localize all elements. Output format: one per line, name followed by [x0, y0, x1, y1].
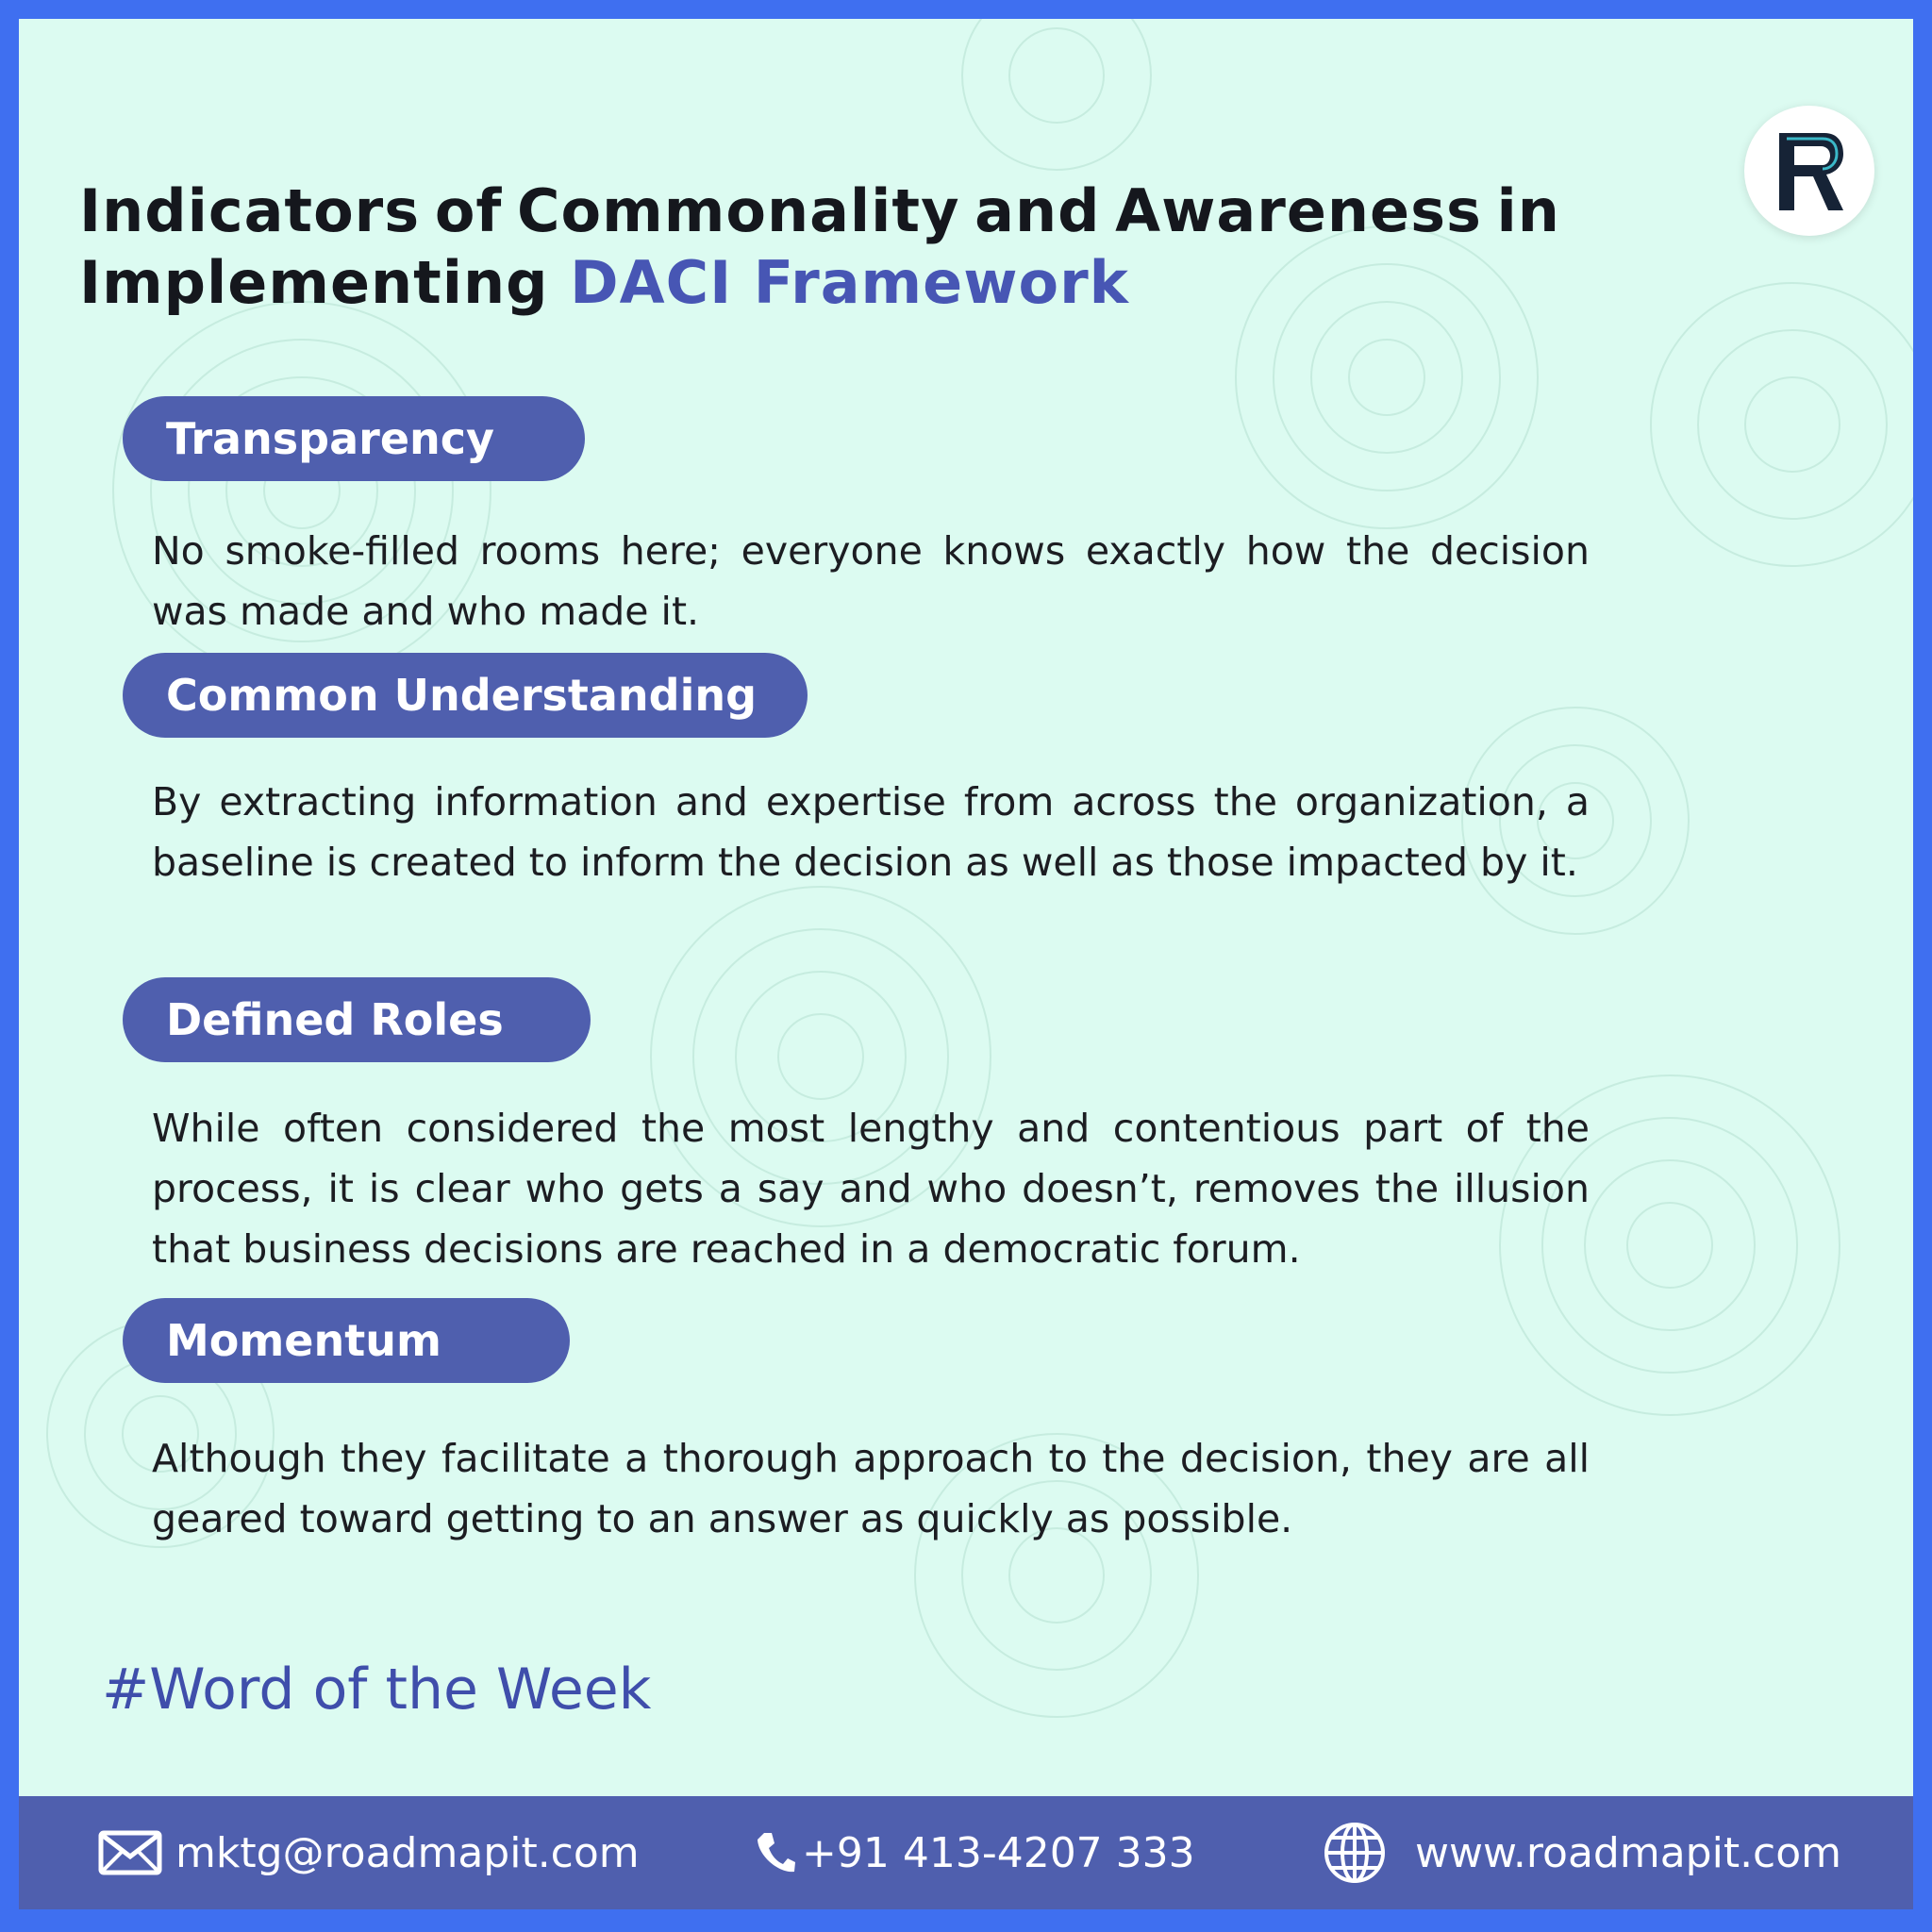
section-text-common-understanding: By extracting information and expertise from across the organization, a baseline is created to inform the decision as well as those impacted by it. — [152, 779, 1590, 885]
section-label-common-understanding: Common Understanding — [123, 653, 808, 738]
email-text: mktg@roadmapit.com — [175, 1828, 640, 1877]
section-text-transparency: No smoke-filled rooms here; everyone knows exactly how the decision was made and who made it. — [152, 528, 1590, 634]
footer-phone[interactable] — [755, 1796, 1195, 1909]
globe-icon — [1323, 1821, 1387, 1885]
section-text-momentum: Although they facilitate a thorough approach to the decision, they are all geared toward getting to an answer as quickly as possible. — [152, 1436, 1590, 1541]
title-word: Commonality — [517, 176, 960, 245]
section-text-defined-roles: While often considered the most lengthy and contentious part of the process, it is clear who gets a say and who doesn’t, removes the illusion that business decisions are reached in a democratic forum. — [152, 1106, 1590, 1272]
title-word: and — [974, 176, 1101, 245]
title-word: of — [434, 176, 503, 245]
title-accent: DACI Framework — [570, 248, 1129, 317]
post-card — [19, 19, 1913, 1796]
phone-text: +91 413-4207 333 — [802, 1828, 1195, 1877]
section-label-defined-roles: Defined Roles — [123, 977, 591, 1062]
website-text: www.roadmapit.com — [1415, 1828, 1842, 1877]
section-label-transparency: Transparency — [123, 396, 585, 481]
footer-email[interactable] — [98, 1796, 640, 1909]
title-line-2 — [79, 247, 1560, 319]
roadmapit-r-logo-icon — [1770, 125, 1849, 216]
envelope-icon — [98, 1830, 162, 1875]
title-word: Awareness — [1115, 176, 1482, 245]
title-line-1 — [79, 175, 1560, 247]
title-word: Indicators — [79, 176, 421, 245]
footer-website[interactable] — [1323, 1796, 1841, 1909]
company-logo — [1744, 106, 1874, 236]
section-label-momentum: Momentum — [123, 1298, 570, 1383]
title-plain: Implementing — [79, 248, 549, 317]
contact-footer — [19, 1796, 1913, 1909]
phone-icon — [755, 1830, 796, 1875]
page-title — [79, 175, 1560, 319]
hashtag: #Word of the Week — [102, 1657, 652, 1723]
title-word: in — [1496, 176, 1560, 245]
